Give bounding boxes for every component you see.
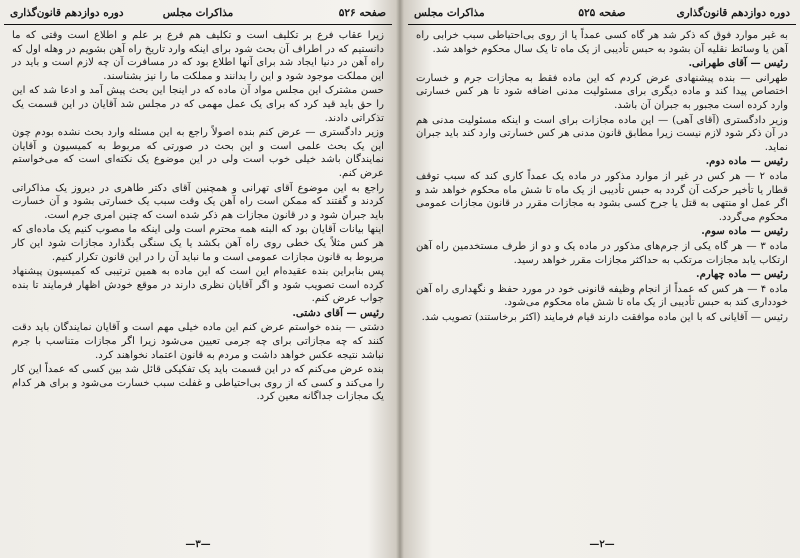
right-page-body [408, 25, 796, 324]
speaker-heading: رئیس — آقای دشتی. [292, 306, 384, 319]
paragraph: ماده ۴ — هر کس که عمداً از انجام وظیفه قانونی خود در مورد حفظ و نگهداری راه آهن خودداری کند به حبس تأدیبی از یک ماه تا شش ماه محکوم می‌شود. [416, 283, 788, 309]
paragraph: اینها بیانات آقایان بود که البته همه محترم است ولی اینکه ما مصوب کنیم یک ماده‌ای که هر کس مثلاً یک خطی روی راه آهن بکشد یا یک سنگی بگذارد مجازات شود این کار مربوط به قانون مجازات عمومی است و ما نباید آن را در این قانون تکرار کنیم. [12, 224, 384, 263]
right-page-footer: —۲— [589, 539, 615, 550]
paragraph: وزیر دادگستری (آقای آهی) — این ماده مجازات برای است و اینکه مسئولیت مدنی هم در آن ذکر شود لازم نیست زیرا مطابق قانون مدنی هر کس خسارتی وارد کند باید جبران نماید. [416, 114, 788, 153]
right-page-number: صفحه ۵۲۵ [578, 7, 626, 19]
left-page-number: صفحه ۵۲۶ [338, 7, 386, 19]
paragraph: ماده ۳ — هر گاه یکی از جرم‌های مذکور در ماده یک و دو از طرف مستخدمین راه آهن ارتکاب یابد مجازات مرتکب به حداکثر مجازات مقرر خواهد رسید. [416, 240, 788, 266]
left-running-title: مذاکرات مجلس [162, 7, 234, 19]
left-page [4, 4, 392, 552]
left-page-header [4, 4, 392, 25]
paragraph: حسن مشترک این مجلس مواد آن ماده که در اینجا این بحث پیش آمد و ادعا شد که این را حق باید قید کرد که برای یک عمل مهمی که در مجلس شد آقایان در این قسمت یک تذکراتی دادند. [12, 85, 384, 124]
right-running-title: مذاکرات مجلس [414, 7, 485, 19]
speaker-heading: رئیس — آقای طهرانی. [688, 57, 788, 70]
paragraph: دشتی — بنده خواستم عرض کنم این ماده خیلی مهم است و آقایان نمایندگان باید دقت کنند که چه مجازاتی برای چه جرمی تعیین می‌شود زیرا اگر مجازات متناسب با جرم نباشد نتیجه عکس خواهد داشت و مردم به قانون اعتماد نخواهند کرد. [12, 322, 384, 361]
article-heading: رئیس — ماده چهارم. [696, 268, 788, 281]
paragraph: طهرانی — بنده پیشنهادی عرض کردم که این ماده فقط به مجازات جرم و خسارت اختصاص پیدا کند و ماده دیگری برای مسئولیت مدنی اضافه شود تا هر کس خسارتی وارد کرده است مجبور به جبران آن باشد. [416, 72, 788, 111]
article-heading: رئیس — ماده دوم. [705, 155, 788, 168]
left-session-label: دوره دوازدهم قانون‌گذاری [10, 7, 124, 19]
left-page-body [4, 25, 392, 404]
paragraph: وزیر دادگستری — عرض کنم بنده اصولاً راجع به این مسئله وارد بحث نشده بودم چون این یک بحث علمی است و این بحث در صورتی که مربوط به کمیسیون و آقایان نمایندگان باشد خیلی خوب است ولی در این موضوع یک نکته‌ای است که می‌خواستم عرض کنم. [12, 127, 384, 179]
paragraph: زیرا عقاب فرع بر تکلیف است و تکلیف هم فرع بر علم و اطلاع است وقتی که ما دانستیم که در اطراف آن بحث شود برای اینکه وارد تاریخ راه آهن بشویم در وهله اول که راه آهن در دنیا ایجاد شد برای آنها اطلاع بود که در مسافرت آن چه لازم است و باید در این مملکت موجود شود و این را بدانند و مملکت ما را نیز بشناسند. [12, 30, 384, 82]
paragraph: رئیس — آقایانی که با این ماده موافقت دارند قیام فرمایند (اکثر برخاستند) تصویب شد. [421, 311, 788, 323]
paragraph: راجع به این موضوع آقای تهرانی و همچنین آقای دکتر طاهری در دیروز یک مذاکراتی کردند و گفتند که ممکن است راه آهن یک وقت سبب یک خسارتی بشود و آن خسارت باید جبران شود و در قانون مجازات هم ذکر شده است که چنین امری جرم است. [12, 182, 384, 221]
right-session-label: دوره دوازدهم قانون‌گذاری [676, 7, 790, 19]
right-page [408, 4, 796, 552]
paragraph: به غیر موارد فوق که ذکر شد هر گاه کسی عمداً یا از روی بی‌احتیاطی سبب خرابی راه آهن یا وسائط نقلیه آن بشود به حبس تأدیبی از یک ماه تا یک سال محکوم خواهد شد. [416, 30, 788, 55]
article-heading: رئیس — ماده سوم. [701, 225, 788, 238]
paragraph: پس بنابراین بنده عقیده‌ام این است که این ماده به همین ترتیبی که کمیسیون پیشنهاد کرده است تصویب شود و اگر آقایان نظری دارند در موقع خودش اظهار فرمایند تا بنده جواب عرض کنم. [12, 266, 384, 305]
paragraph: بنده عرض می‌کنم که در این قسمت باید یک تفکیکی قائل شد بین کسی که عمداً این کار را می‌کند و کسی که از روی بی‌احتیاطی و غفلت سبب خسارت می‌شود و برای هر کدام یک مجازات جداگانه معین کرد. [12, 364, 384, 403]
right-page-header [408, 4, 796, 25]
left-page-footer: —۳— [185, 539, 211, 550]
paragraph: ماده ۲ — هر کس در غیر از موارد مذکور در ماده یک عمداً کاری کند که سبب توقف قطار یا تأخیر حرکت آن گردد به حبس تأدیبی از یک ماه تا شش ماه محکوم خواهد شد و اگر عمل او منتهی به قتل یا جرح کسی بشود به مجازات مقرر در قانون مجازات عمومی محکوم می‌گردد. [416, 170, 788, 223]
